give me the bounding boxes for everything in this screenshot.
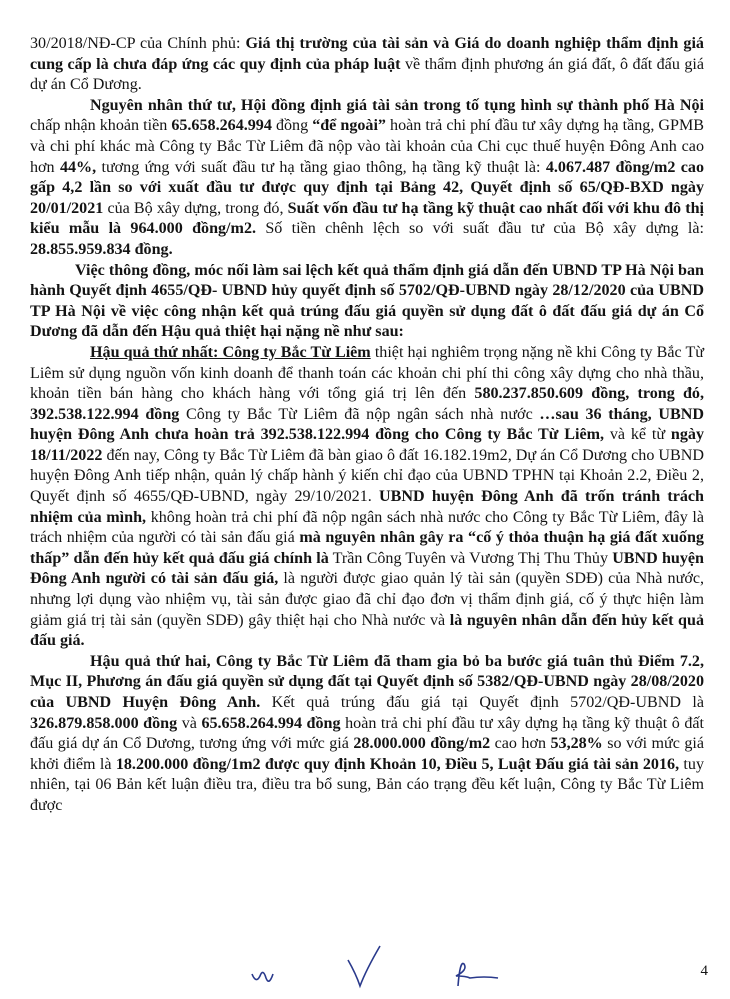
text-run: Kết quả trúng đấu giá tại Quyết định 5702/QĐ-UBND là bbox=[260, 694, 704, 711]
bold-text-run: ngày 18/11/2022 bbox=[30, 426, 705, 464]
text-run: hoàn trả chi phí đầu tư xây dựng hạ tầng kỹ thuật ô đất đấu giá dự án Cổ Dương, tương ứng với mức giá bbox=[30, 714, 704, 753]
page-number: 4 bbox=[700, 963, 708, 979]
bold-text-run: “để ngoài” bbox=[312, 117, 386, 135]
text-run: cao hơn bbox=[490, 735, 551, 753]
paragraph-cause-four bbox=[30, 96, 704, 261]
text-run: không hoàn trả chi phí đã nộp ngân sách nhà nước cho Công ty Bắc Từ Liêm, đây là trách nhiệm của người có tài sản đấu giá bbox=[30, 508, 704, 547]
initials-signatures bbox=[240, 940, 540, 994]
text-run: tương ứng với suất đầu tư hạ tầng giao thông, hạ tầng kỹ thuật là: bbox=[96, 158, 546, 176]
text-run: và kể từ bbox=[604, 426, 671, 444]
paragraph-collusion bbox=[30, 261, 704, 343]
text-run: về thẩm định phương án giá đất, ô đất đấu giá dự án Cổ Dương. bbox=[30, 55, 704, 94]
bold-text-run: 44%, bbox=[59, 158, 97, 176]
bold-text-run: Việc thông đồng, móc nối làm sai lệch kết quả thẩm định giá dẫn đến UBND TP Hà Nội ban hành Quyết định 4655/QĐ- UBND hủy quyết định số 5702/QĐ-UBND ngày 28/12/2020 của UBND TP Hà Nội về việc công nhận kết quả trúng đấu giá quyền sử dụng đất ô đất đấu giá dự án Cổ Dương đã dẫn đến Hậu quả thiệt hại nặng nề như sau: bbox=[30, 261, 704, 341]
bold-text-run: 53,28% bbox=[550, 735, 603, 753]
bold-text-run: Hậu quả thứ nhất: Công ty Bắc Từ Liêm bbox=[90, 343, 371, 361]
bold-text-run: 65.658.264.994 đồng bbox=[201, 714, 341, 732]
handwritten-initials-icon bbox=[240, 940, 540, 994]
text-run: đồng bbox=[271, 117, 313, 135]
bold-text-run: Suất vốn đầu tư hạ tầng kỹ thuật cao nhất đối với khu đô thị kiểu mẫu là 964.000 đồng/m2. bbox=[30, 199, 704, 238]
bold-text-run: 65.658.264.994 bbox=[171, 117, 272, 135]
paragraph-consequence-one bbox=[30, 343, 704, 652]
text-run: 30/2018/NĐ-CP của Chính phủ: bbox=[30, 35, 246, 52]
text-run: của Bộ xây dựng, trong đó, bbox=[103, 199, 288, 217]
document-body bbox=[30, 34, 704, 817]
bold-text-run: 326.879.858.000 đồng bbox=[30, 714, 178, 732]
paragraph-intro bbox=[30, 34, 704, 96]
text-run: chấp nhận khoản tiền bbox=[30, 117, 172, 135]
bold-text-run: Nguyên nhân thứ tư, Hội đồng định giá tài sản trong tố tụng hình sự thành phố Hà Nội bbox=[90, 96, 704, 114]
text-run: thiệt hại nghiêm trọng nặng nề khi Công ty Bắc Từ Liêm sử dụng nguồn vốn kinh doanh để thanh toán các khoản chi phí thi công xây dựng cho nhà thầu, khoản tiền bán hàng cho khách hàng với tổng giá trị lên đến bbox=[30, 343, 704, 403]
initial-mark-right bbox=[456, 963, 498, 986]
bold-text-run: Giá thị trường của tài sản và Giá do doanh nghiệp thẩm định giá cung cấp là chưa đáp ứng các quy định của pháp luật bbox=[30, 35, 704, 73]
text-run: Số tiền chênh lệch so với suất đầu tư của Bộ xây dựng là: bbox=[256, 220, 705, 238]
text-run: Trần Công Tuyên và Vương Thị Thu Thủy bbox=[328, 549, 613, 567]
bold-text-run: UBND huyện Đông Anh đã trốn tránh trách nhiệm của mình, bbox=[30, 488, 705, 526]
text-run: là người được giao quản lý tài sản (quyền SDĐ) của Nhà nước, nhưng lợi dụng vào nhiệm vụ, tài sản được giao đã chỉ đạo đơn vị thẩm định giá, cố ý thực hiện làm giảm giá trị tài sản (quyền SDĐ) gây thiệt hại cho Nhà nước và bbox=[30, 570, 704, 629]
bold-text-run: 4.067.487 đồng/m2 cao gấp 4,2 lần so với xuất đầu tư được quy định tại Bảng 42, Quyết định số 65/QĐ-BXD ngày 20/01/2021 bbox=[30, 158, 704, 217]
text-run: hoàn trả chi phí đầu tư xây dựng hạ tầng, GPMB và chi phí khác mà Công ty Bắc Từ Liêm đã nộp vào tài khoản của Chi cục thuế huyện Đông Anh cao hơn bbox=[30, 117, 705, 176]
text-run: tuy nhiên, tại 06 Bản kết luận điều tra, điều tra bổ sung, Bản cáo trạng đều kết luận, Công ty Bắc Từ Liêm được bbox=[30, 755, 704, 814]
bold-text-run: 18.200.000 đồng/1m2 được quy định Khoản 10, Điều 5, Luật Đấu giá tài sản 2016, bbox=[115, 755, 680, 773]
bold-text-run: 28.000.000 đồng/m2 bbox=[353, 735, 491, 753]
bold-text-run: …sau 36 tháng, UBND huyện Đông Anh chưa hoàn trả 392.538.122.994 đồng cho Công ty Bắc Từ Liêm, bbox=[30, 405, 704, 444]
paragraph-consequence-two bbox=[30, 652, 704, 817]
initial-mark-left bbox=[252, 972, 273, 981]
bold-text-run: mà nguyên nhân gây ra “cố ý thỏa thuận hạ giá đất xuống thấp” dẫn đến hủy kết quả đấu giá chính là bbox=[30, 529, 704, 567]
text-run: đến nay, Công ty Bắc Từ Liêm đã bàn giao ô đất 16.182.19m2, Dự án Cổ Dương cho UBND huyện Đông Anh tiếp nhận, quản lý chấp hành ý kiến chỉ đạo của UBND TPHN tại Khoản 2.2, Điều 2, Quyết định số 4655/QĐ-UBND, ngày 29/10/2021. bbox=[30, 446, 704, 506]
text-run: so với mức giá khởi điểm là bbox=[30, 735, 704, 773]
bold-text-run: 580.237.850.609 đồng, trong đó, 392.538.122.994 đồng bbox=[30, 385, 704, 423]
initial-mark-middle bbox=[348, 946, 380, 986]
bold-text-run: Hậu quả thứ hai, Công ty Bắc Từ Liêm đã tham gia bỏ ba bước giá tuân thủ Điểm 7.2, Mục II, Phương án đấu giá quyền sử dụng đất tại Quyết định số 5382/QĐ-UBND ngày 28/08/2020 của UBND Huyện Đông Anh. bbox=[30, 652, 704, 711]
text-run: Công ty Bắc Từ Liêm đã nộp ngân sách nhà nước bbox=[179, 405, 540, 423]
bold-text-run: là nguyên nhân dẫn đến hủy kết quả đấu giá. bbox=[30, 611, 704, 650]
bold-text-run: 28.855.959.834 đồng. bbox=[30, 240, 173, 258]
text-run: và bbox=[177, 714, 202, 732]
bold-text-run: UBND huyện Đông Anh người có tài sản đấu giá, bbox=[30, 549, 705, 588]
